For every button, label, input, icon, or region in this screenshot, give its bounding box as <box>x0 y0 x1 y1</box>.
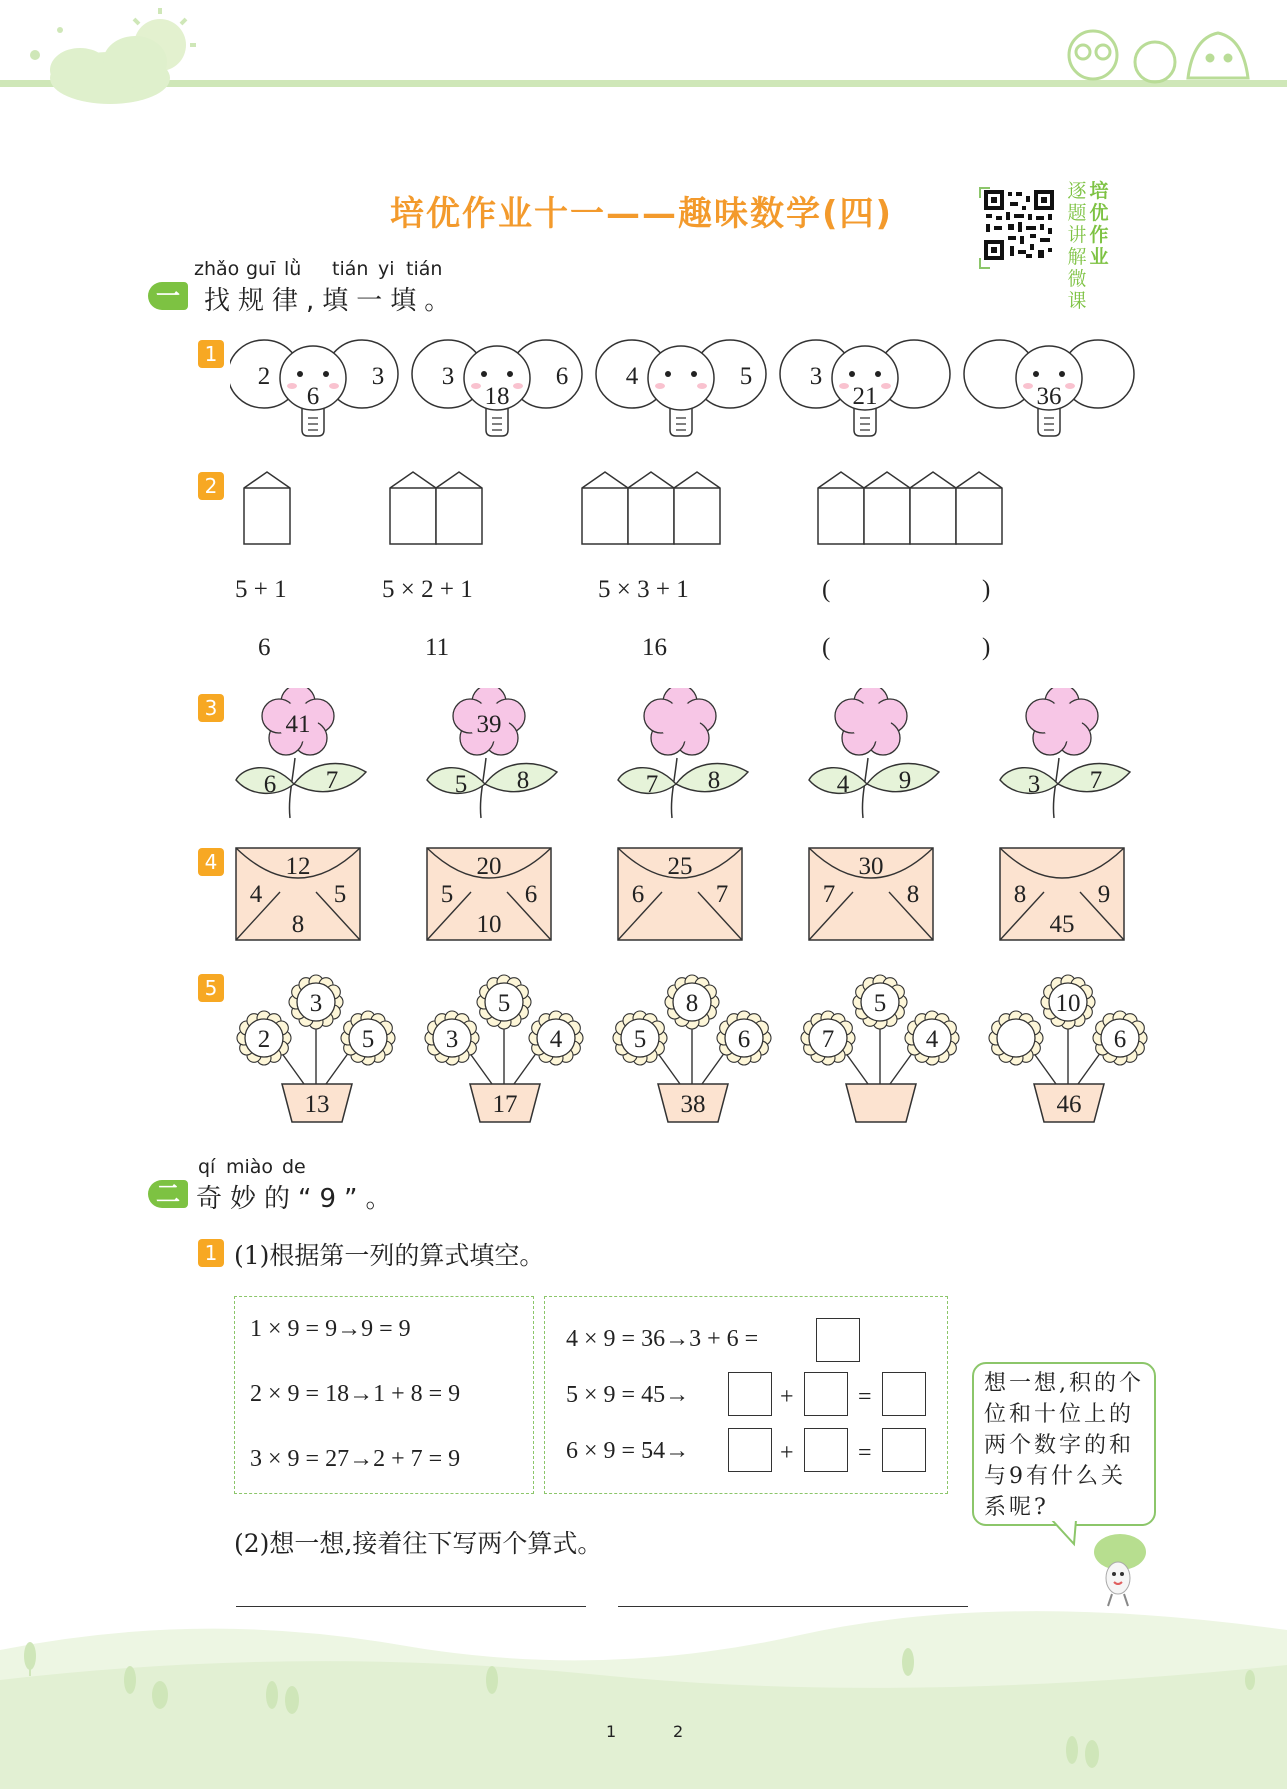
elephant-eye <box>481 371 487 377</box>
house-shape <box>628 472 674 544</box>
elephant-eye <box>507 371 513 377</box>
elephant-cheek <box>513 383 523 389</box>
section1-pinyin-2: guī <box>246 258 276 280</box>
envelope-top-number: 12 <box>285 853 311 880</box>
elephant-left-number: 4 <box>625 363 639 390</box>
q2-badge: 2 <box>198 472 224 500</box>
house-group <box>390 472 482 544</box>
house-shape <box>818 472 864 544</box>
q2-expression-3: 5 × 3 + 1 <box>598 576 689 603</box>
house-shape <box>436 472 482 544</box>
envelope-left-number: 5 <box>440 881 454 908</box>
equals-sign: = <box>858 1384 872 1410</box>
q2-result-3: 16 <box>642 634 667 661</box>
flowerpot-row <box>230 968 1160 1128</box>
q2-expression-1: 5 + 1 <box>235 576 287 603</box>
plus-sign: + <box>780 1440 794 1466</box>
pot-right-flower-number: 6 <box>1113 1026 1127 1053</box>
flower-stem <box>1053 758 1059 818</box>
pot-top-flower-number: 5 <box>873 990 887 1017</box>
q2-result-2: 11 <box>425 634 450 661</box>
left-equation-2: 2 × 9 = 18→1 + 8 = 9 <box>250 1381 461 1407</box>
flower-center <box>1042 702 1082 742</box>
envelope <box>427 848 551 940</box>
elephant-eye <box>849 371 855 377</box>
section2-pinyin-3: de <box>282 1156 306 1178</box>
section2-badge: 二 <box>148 1180 188 1208</box>
flower-stem <box>862 758 868 818</box>
flower-right-number: 7 <box>1089 767 1103 794</box>
right-equation-2: 5 × 9 = 45→ <box>566 1382 690 1408</box>
house-group <box>818 472 1002 544</box>
elephant <box>596 340 766 436</box>
header-decoration <box>0 0 1287 110</box>
elephant-cheek <box>471 383 481 389</box>
animal-friends-icon <box>1069 31 1248 82</box>
flower-stem <box>289 758 295 818</box>
elephant-cheek <box>839 383 849 389</box>
envelope <box>618 848 742 940</box>
elephant-face-number: 21 <box>852 383 878 410</box>
hint-text: 想一想,积的个位和十位上的两个数字的和与9有什么关系呢? <box>984 1371 1144 1520</box>
flower-stem <box>480 758 486 818</box>
section1-badge: 一 <box>148 282 188 310</box>
elephant-cheek <box>329 383 339 389</box>
pot-left-flower-number: 7 <box>821 1026 835 1053</box>
q4-badge: 4 <box>198 848 224 876</box>
elephant-left-number: 3 <box>809 363 823 390</box>
answer-box-3c[interactable] <box>882 1428 926 1472</box>
pot-top-flower-number: 5 <box>497 990 511 1017</box>
pot-right-flower-number: 4 <box>549 1026 563 1053</box>
qr-caption-col2: 培优作业 <box>1089 180 1109 268</box>
section1-pinyin-1: zhǎo <box>194 258 240 280</box>
page-number-left: 1 <box>606 1722 617 1741</box>
house-row <box>230 468 1030 548</box>
pot-body <box>846 1084 916 1122</box>
envelope-left-number: 8 <box>1013 881 1027 908</box>
elephant <box>964 340 1134 436</box>
flower-left-number: 7 <box>645 771 659 798</box>
pot-left-flower-number: 5 <box>633 1026 647 1053</box>
elephant-left-number: 2 <box>257 363 271 390</box>
cloud-icon <box>50 36 170 104</box>
pot-top-flower-number: 3 <box>309 990 323 1017</box>
envelope <box>809 848 933 940</box>
part1-instruction: (1)根据第一列的算式填空。 <box>234 1241 545 1270</box>
flowerpot <box>989 975 1147 1122</box>
flower-top-number: 41 <box>285 711 311 738</box>
elephant-cheek <box>655 383 665 389</box>
pot-number: 13 <box>304 1091 330 1118</box>
flower <box>427 688 557 818</box>
footer-landscape <box>0 1590 1287 1789</box>
section1-pinyin-5: yi <box>378 258 395 280</box>
envelope-right-number: 9 <box>1097 881 1111 908</box>
elephant-row <box>230 330 1150 450</box>
house-shape <box>390 472 436 544</box>
flower-row <box>230 688 1150 824</box>
house-group <box>244 472 290 544</box>
envelope-left-number: 7 <box>822 881 836 908</box>
envelope <box>236 848 360 940</box>
flower <box>809 688 939 818</box>
flower-right-number: 8 <box>516 767 530 794</box>
qr-caption-col1: 逐题讲解微课 <box>1067 180 1087 312</box>
flowerpot <box>613 975 771 1122</box>
envelope-right-number: 7 <box>715 881 729 908</box>
pot-number: 46 <box>1056 1091 1082 1118</box>
elephant-eye <box>1059 371 1065 377</box>
flower-left-number: 4 <box>836 771 850 798</box>
section2-pinyin-2: miào <box>226 1156 274 1178</box>
pot-top-flower-number: 8 <box>685 990 699 1017</box>
qr-frame <box>976 186 1116 270</box>
elephant-eye <box>323 371 329 377</box>
envelope-bottom-number: 8 <box>291 911 305 938</box>
elephant-eye <box>297 371 303 377</box>
right-equation-3: 6 × 9 = 54→ <box>566 1438 690 1464</box>
q2-blank-open: ( <box>822 576 831 603</box>
daisy-center <box>997 1019 1035 1057</box>
flower-right-number: 7 <box>325 767 339 794</box>
answer-box-2b[interactable] <box>804 1372 848 1416</box>
pot-right-flower-number: 6 <box>737 1026 751 1053</box>
elephant-face <box>648 346 714 410</box>
flower-top-number: 39 <box>476 711 502 738</box>
answer-box-1[interactable] <box>816 1318 860 1362</box>
q2-result-1: 6 <box>258 634 271 661</box>
flowerpot <box>425 975 583 1122</box>
envelope-right-number: 8 <box>906 881 920 908</box>
elephant-right-number: 3 <box>371 363 385 390</box>
elephant-eye <box>665 371 671 377</box>
flower <box>236 688 366 818</box>
envelope-left-number: 6 <box>631 881 645 908</box>
flower <box>618 688 748 818</box>
house-group <box>582 472 720 544</box>
envelope-top-number: 20 <box>476 853 502 880</box>
pot-left-flower-number: 3 <box>445 1026 459 1053</box>
elephant-right-number: 6 <box>555 363 569 390</box>
envelope-row <box>230 842 1150 946</box>
q2-result-blank-close: ) <box>982 634 991 661</box>
pot-right-flower-number: 4 <box>925 1026 939 1053</box>
flower-center <box>660 702 700 742</box>
elephant-cheek <box>1023 383 1033 389</box>
pot-left-flower-number: 2 <box>257 1026 271 1053</box>
answer-box-3a[interactable] <box>728 1428 772 1472</box>
envelope-top-number: 25 <box>667 853 693 880</box>
elephant <box>780 340 950 436</box>
pot-number: 17 <box>492 1091 518 1118</box>
house-shape <box>582 472 628 544</box>
envelope-right-number: 6 <box>524 881 538 908</box>
pot-top-flower-number: 10 <box>1055 990 1081 1017</box>
left-equation-1: 1 × 9 = 9→9 = 9 <box>250 1316 411 1342</box>
envelope-right-number: 5 <box>333 881 347 908</box>
right-equation-1: 4 × 9 = 36→3 + 6 = <box>566 1326 759 1352</box>
page-title: 培优作业十一——趣味数学(四) <box>390 194 894 234</box>
q2-result-blank-open: ( <box>822 634 831 661</box>
equals-sign: = <box>858 1440 872 1466</box>
elephant <box>230 340 398 436</box>
flower-left-number: 3 <box>1027 771 1041 798</box>
flower-right-number: 8 <box>707 767 721 794</box>
pot-number: 38 <box>680 1091 706 1118</box>
elephant-face-number: 18 <box>484 383 510 410</box>
elephant-cheek <box>881 383 891 389</box>
page-number-right: 2 <box>673 1722 684 1741</box>
q2-expression-2: 5 × 2 + 1 <box>382 576 473 603</box>
left-equation-3: 3 × 9 = 27→2 + 7 = 9 <box>250 1446 461 1472</box>
section2-instruction: 奇妙的“9”。 <box>196 1184 400 1214</box>
section2-pinyin-1: qí <box>198 1156 216 1178</box>
section1-pinyin-6: tián <box>406 258 443 280</box>
elephant-eye <box>875 371 881 377</box>
envelope-top-number: 30 <box>858 853 884 880</box>
elephant-eye <box>1033 371 1039 377</box>
house-shape <box>910 472 956 544</box>
answer-box-2a[interactable] <box>728 1372 772 1416</box>
elephant-eye <box>691 371 697 377</box>
elephant-face-number: 6 <box>306 383 320 410</box>
answer-box-2c[interactable] <box>882 1372 926 1416</box>
house-shape <box>244 472 290 544</box>
house-shape <box>674 472 720 544</box>
envelope <box>1000 848 1124 940</box>
envelope-bottom-number: 45 <box>1049 911 1075 938</box>
q2-blank-close: ) <box>982 576 991 603</box>
elephant-face-number: 36 <box>1036 383 1062 410</box>
flower-left-number: 6 <box>263 771 277 798</box>
q1-badge: 1 <box>198 340 224 368</box>
house-shape <box>864 472 910 544</box>
answer-box-3b[interactable] <box>804 1428 848 1472</box>
flower-stem <box>671 758 677 818</box>
flower <box>1000 688 1130 818</box>
house-shape <box>956 472 1002 544</box>
section1-pinyin-3: lǜ <box>284 258 302 280</box>
elephant-cheek <box>697 383 707 389</box>
q3-badge: 3 <box>198 694 224 722</box>
section1-instruction: 找规律,填一填。 <box>204 286 459 316</box>
elephant <box>412 340 582 436</box>
pot-right-flower-number: 5 <box>361 1026 375 1053</box>
envelope-bottom-number: 10 <box>476 911 502 938</box>
q5-badge: 5 <box>198 974 224 1002</box>
envelope-left-number: 4 <box>249 881 263 908</box>
flower-center <box>851 702 891 742</box>
part2-instruction: (2)想一想,接着往下写两个算式。 <box>234 1529 603 1558</box>
flower-right-number: 9 <box>898 767 912 794</box>
flowerpot <box>237 975 395 1122</box>
section2-q1-badge: 1 <box>198 1239 224 1267</box>
elephant-left-number: 3 <box>441 363 455 390</box>
flowerpot <box>801 975 959 1122</box>
plus-sign: + <box>780 1384 794 1410</box>
elephant-right-number: 5 <box>739 363 753 390</box>
flower-left-number: 5 <box>454 771 468 798</box>
elephant-cheek <box>287 383 297 389</box>
elephant-cheek <box>1065 383 1075 389</box>
section1-pinyin-4: tián <box>332 258 369 280</box>
